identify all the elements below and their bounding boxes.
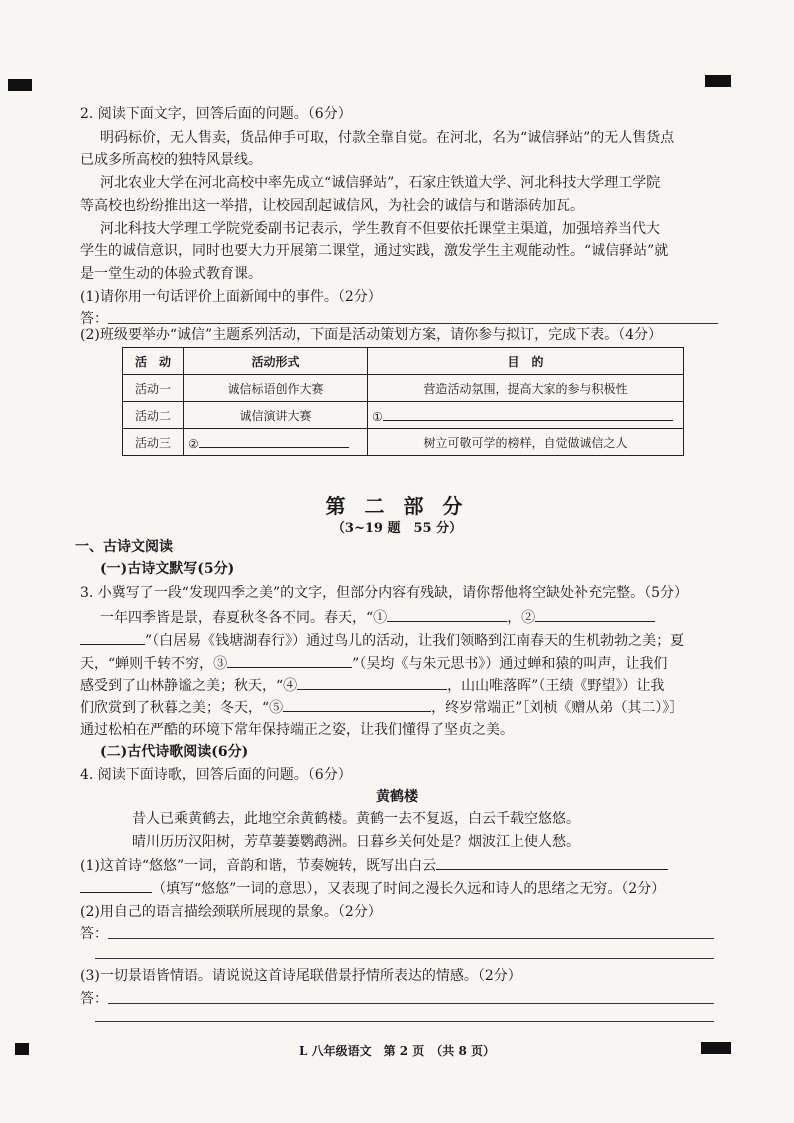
part-title: 第 二 部 分 — [325, 494, 469, 518]
poem-line-2: 晴川历历汉阳树，芳草萋萋鹦鹉洲。日暮乡关何处是？烟波江上使人愁。 — [132, 834, 580, 850]
subsection-poetry-reading: (二)古代诗歌阅读(6分) — [100, 744, 249, 760]
table-row — [123, 429, 684, 456]
q2-para1-line2: 已成多所高校的独特风景线。 — [80, 152, 262, 168]
q3-line5-text-a: 们欣赏到了秋暮之美；冬天，“⑤ — [80, 700, 284, 716]
q3-line6: 通过松柏在严酷的环境下常年保持端正之姿，让我们懂得了坚贞之美。 — [80, 722, 514, 738]
table-cell-form-blank[interactable] — [184, 429, 368, 456]
registration-mark-top-left — [8, 79, 32, 91]
q3-line4-text-b: ，山山唯落晖”（王绩《野望》）让我 — [447, 678, 665, 694]
q3-line2 — [80, 630, 684, 652]
blank-marker-2: ② — [188, 437, 199, 451]
blank-line-2[interactable] — [199, 433, 349, 448]
table-header-purpose: 目 的 — [368, 348, 684, 375]
q4-sub1-text-a: (1)这首诗“悠悠”一词，音韵和谐，节奏婉转，既写出白云 — [80, 858, 437, 874]
table-row — [123, 375, 684, 402]
q3-line1 — [100, 607, 655, 629]
q3-blank-3[interactable] — [227, 653, 352, 668]
q3-line3-text-b: ”（吴均《与朱元思书》）通过蝉和猿的叫声，让我们 — [352, 656, 668, 672]
q2-para3-line2: 学生的诚信意识，同时也要大力开展第二课堂，通过实践，激发学生主观能动性。“诚信驿站”就 — [80, 243, 669, 259]
poem-line-1: 昔人已乘黄鹤去，此地空余黄鹤楼。黄鹤一去不复返，白云千载空悠悠。 — [132, 811, 580, 827]
table-cell-form: 诚信标语创作大赛 — [184, 375, 368, 402]
q3-blank-2[interactable] — [535, 607, 655, 622]
table-cell-form: 诚信演讲大赛 — [184, 402, 368, 429]
q2-para2-line1: 河北农业大学在河北高校中率先成立“诚信驿站”，石家庄铁道大学、河北科技大学理工学院 — [100, 175, 661, 191]
q3-line3 — [80, 653, 667, 675]
q3-line3-text-a: 天，“蝉则千转不穷，③ — [80, 656, 228, 672]
section-classical-reading: 一、古诗文阅读 — [75, 539, 173, 555]
q2-para2-line2: 等高校也纷纷推出这一举措，让校园刮起诚信风，为社会的诚信与和谐添砖加瓦。 — [80, 198, 584, 214]
q3-line1-text-b: ，② — [507, 610, 536, 626]
blank-marker-1: ① — [372, 410, 383, 424]
page-footer: L 八年级语文 第 2 页 （共 8 页） — [298, 1044, 496, 1058]
q3-blank-1[interactable] — [387, 607, 507, 622]
poem-title: 黄鹤楼 — [376, 789, 418, 805]
q4-sub2-answer-label: 答： — [80, 926, 108, 942]
q3-line5-text-b: ，终岁常端正”［刘桢《赠从弟（其二）》］ — [431, 700, 684, 716]
table-cell-activity: 活动二 — [123, 402, 184, 429]
table-cell-purpose: 树立可敬可学的榜样，自觉做诚信之人 — [368, 429, 684, 456]
q3-line1-text-a: 一年四季皆是景，春夏秋冬各不同。春天，“① — [100, 610, 388, 626]
q3-blank-5[interactable] — [283, 697, 431, 712]
q4-sub2-answer-line-1[interactable] — [108, 938, 714, 939]
part-subtitle: （3~19 题 55 分） — [331, 521, 463, 536]
table-header-row — [123, 348, 684, 375]
activity-plan-table — [122, 347, 684, 456]
q4-blank-1[interactable] — [436, 855, 668, 870]
blank-line-1[interactable] — [383, 406, 673, 421]
q4-sub2: (2)用自己的语言描绘颈联所展现的景象。（2分） — [80, 904, 382, 920]
q3-line4-text-a: 感受到了山林静谧之美；秋天，“④ — [80, 678, 298, 694]
q4-sub1-text-b: （填写“悠悠”一词的意思），又表现了时间之漫长久远和诗人的思绪之无穷。（2分） — [152, 881, 666, 897]
q3-stem: 3. 小冀写了一段“发现四季之美”的文字，但部分内容有残缺，请你帮他将空缺处补充完整。（5分） — [80, 585, 689, 601]
table-row — [123, 402, 684, 429]
q3-line4 — [80, 675, 664, 697]
table-cell-purpose-blank[interactable] — [368, 402, 684, 429]
q4-sub3: (3)一切景语皆情语。请说说这首诗尾联借景抒情所表达的情感。（2分） — [80, 968, 522, 984]
q4-sub1-line1 — [80, 855, 668, 877]
q4-sub3-answer-line-2[interactable] — [95, 1021, 714, 1022]
q2-answer-label: 答： — [80, 311, 108, 327]
q4-stem: 4. 阅读下面诗歌，回答后面的问题。（6分） — [80, 767, 352, 783]
q4-sub3-answer-label: 答： — [80, 991, 108, 1007]
registration-mark-top-right — [705, 75, 731, 87]
q3-blank-4[interactable] — [297, 675, 447, 690]
q2-para1-line1: 明码标价，无人售卖，货品伸手可取，付款全靠自觉。在河北，名为“诚信驿站”的无人售货点 — [100, 130, 675, 146]
table-cell-purpose: 营造活动氛围，提高大家的参与积极性 — [368, 375, 684, 402]
subsection-recitation: (一)古诗文默写(5分) — [100, 561, 235, 577]
table-cell-activity: 活动三 — [123, 429, 184, 456]
q3-line2-text: ”（白居易《钱塘湖春行》）通过鸟儿的活动，让我们领略到江南春天的生机勃勃之美；夏 — [145, 633, 685, 649]
q3-line5 — [80, 697, 683, 719]
q4-blank-1-cont[interactable] — [80, 878, 152, 893]
q4-sub3-answer-line-1[interactable] — [108, 1003, 714, 1004]
q2-stem: 2. 阅读下面文字，回答后面的问题。（6分） — [80, 106, 352, 122]
q2-sub1: (1)请你用一句话评价上面新闻中的事件。（2分） — [80, 289, 382, 305]
q4-sub1-line2 — [80, 878, 665, 900]
q4-sub2-answer-line-2[interactable] — [95, 958, 714, 959]
table-header-activity: 活 动 — [123, 348, 184, 375]
table-header-form: 活动形式 — [184, 348, 368, 375]
table-cell-activity: 活动一 — [123, 375, 184, 402]
q2-sub2: (2)班级要举办“诚信”主题系列活动，下面是活动策划方案，请你参与拟订，完成下表。（4分） — [80, 327, 663, 343]
q2-para3-line3: 是一堂生动的体验式教育课。 — [80, 266, 262, 282]
q3-blank-2-cont[interactable] — [80, 630, 145, 645]
q2-para3-line1: 河北科技大学理工学院党委副书记表示，学生教育不但要依托课堂主渠道，加强培养当代大 — [100, 221, 660, 237]
